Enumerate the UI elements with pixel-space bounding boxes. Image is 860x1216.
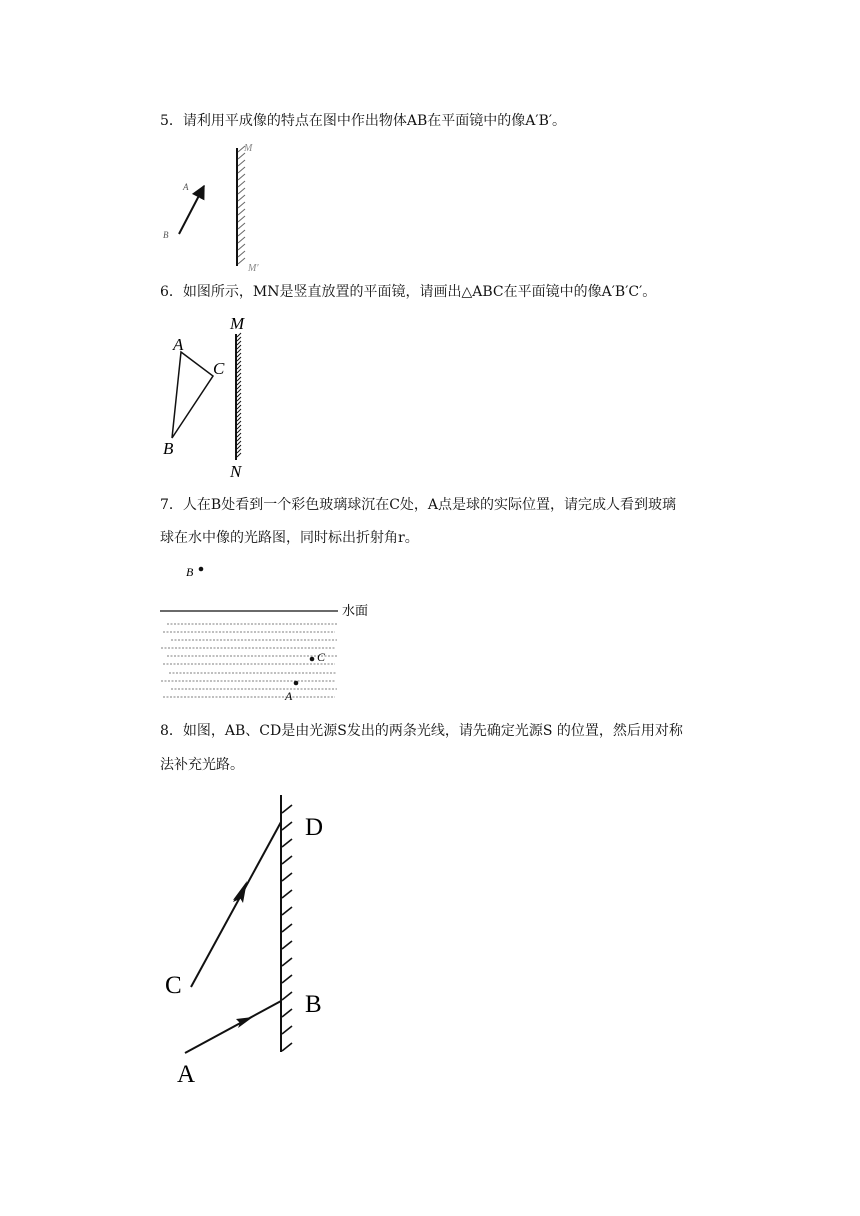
question-7-figure <box>155 558 385 703</box>
label-c: C <box>213 359 225 378</box>
question-8-line-2: 法补充光路。 <box>160 757 244 773</box>
question-8-figure <box>160 790 340 1090</box>
label-m: M <box>230 314 245 333</box>
point-b <box>199 567 204 572</box>
mirror-hatching <box>238 146 245 264</box>
label-m: M <box>244 143 253 154</box>
label-a: A <box>173 335 184 354</box>
object-arrow-ab <box>179 186 204 234</box>
question-6-text: 6．如图所示，MN是竖直放置的平面镜，请画出△ABC在平面镜中的像A′B′C′。 <box>160 284 657 300</box>
water-surface-label: 水面 <box>342 604 369 619</box>
label-c: C <box>165 972 182 999</box>
label-d: D <box>305 814 324 841</box>
question-5-figure <box>150 140 290 275</box>
mirror-hatching <box>282 805 292 1051</box>
point-c <box>310 657 315 662</box>
point-a <box>294 681 299 686</box>
question-6-figure <box>155 312 275 482</box>
label-b: B <box>305 991 322 1018</box>
label-a: A <box>183 182 189 192</box>
question-8-line-1: 8．如图，AB、CD是由光源S发出的两条光线，请先确定光源S 的位置，然后用对称 <box>160 723 683 739</box>
ray-cd <box>191 822 281 987</box>
label-b: B <box>163 230 169 240</box>
label-c: C <box>317 650 326 664</box>
label-a: A <box>177 1061 196 1088</box>
question-7-line-2: 球在水中像的光路图，同时标出折射角r。 <box>160 530 419 546</box>
label-a: A <box>285 689 293 703</box>
label-b: B <box>163 439 174 458</box>
question-7-line-1: 7．人在B处看到一个彩色玻璃球沉在C处，A点是球的实际位置，请完成人看到玻璃 <box>160 497 677 513</box>
label-n: N <box>230 462 242 481</box>
triangle-abc <box>172 352 213 438</box>
question-5-text: 5．请利用平成像的特点在图中作出物体AB在平面镜中的像A′B′。 <box>160 113 567 129</box>
mirror-hatching <box>237 333 241 457</box>
ray-ab <box>185 1001 281 1053</box>
ray-ab-arrow <box>236 1017 253 1028</box>
label-b: B <box>186 565 194 579</box>
label-m-prime: M′ <box>248 263 259 274</box>
